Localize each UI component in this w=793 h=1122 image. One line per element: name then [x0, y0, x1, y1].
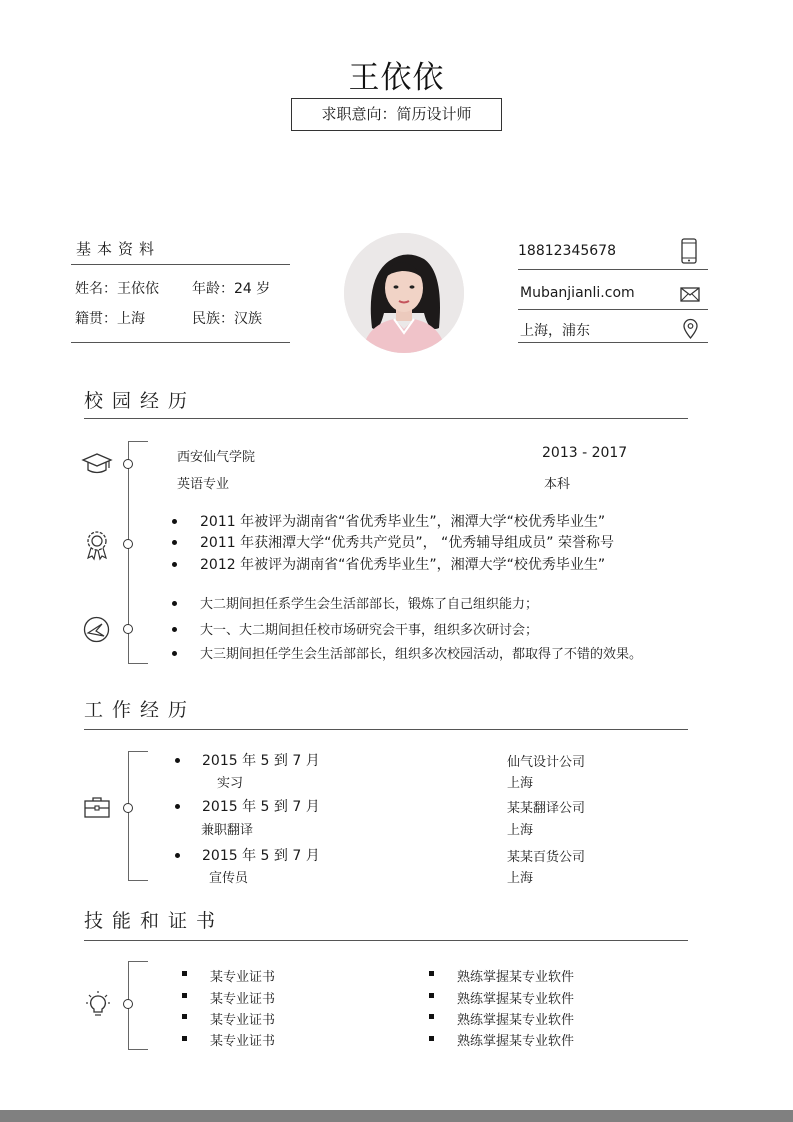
job-role: 宣传员	[209, 871, 249, 886]
square-bullet	[429, 993, 434, 998]
job-role: 实习	[217, 776, 244, 791]
activity-item: 大一、大二期间担任校市场研究会干事，组织多次研讨会；	[200, 623, 539, 638]
work-section-title: 工作经历	[84, 699, 197, 721]
bullet	[172, 627, 177, 632]
job-objective: 求职意向：简历设计师	[291, 98, 502, 131]
square-bullet	[182, 993, 187, 998]
resume-name: 王依依	[348, 60, 445, 96]
compass-icon	[83, 616, 110, 647]
degree: 本科	[544, 477, 571, 492]
major: 英语专业	[177, 477, 230, 492]
section-divider	[84, 940, 688, 941]
basic-info-title: 基本资料	[76, 240, 161, 258]
phone-icon	[681, 238, 697, 268]
section-divider	[84, 729, 688, 730]
timeline-tick	[128, 663, 148, 664]
honor-item: 2011 年获湘潭大学“优秀共产党员”， “优秀辅导组成员” 荣誉称号	[200, 535, 614, 551]
section-divider	[84, 418, 688, 419]
job-period: 2015 年 5 到 7 月	[202, 848, 320, 864]
timeline-node	[123, 539, 133, 549]
job-company: 仙气设计公司	[507, 755, 586, 770]
school-years: 2013 - 2017	[542, 445, 628, 461]
square-bullet	[182, 1036, 187, 1041]
timeline-tick	[128, 880, 148, 881]
job-company: 某某百货公司	[507, 850, 586, 865]
job-city: 上海	[507, 823, 534, 838]
bullet	[172, 601, 177, 606]
bullet	[175, 758, 180, 763]
timeline-tick	[128, 1049, 148, 1050]
square-bullet	[182, 1014, 187, 1019]
activity-item: 大二期间担任系学生会生活部部长，锻炼了自己组织能力；	[200, 597, 539, 612]
award-medal-icon	[85, 530, 109, 564]
bullet	[175, 804, 180, 809]
divider	[518, 269, 708, 270]
avatar	[344, 233, 464, 353]
honor-item: 2011 年被评为湖南省“省优秀毕业生”，湘潭大学“校优秀毕业生”	[200, 514, 606, 530]
location-text: 上海，浦东	[520, 323, 590, 339]
phone-number: 18812345678	[518, 243, 616, 259]
mail-icon	[680, 287, 700, 306]
divider	[518, 342, 708, 343]
location-pin-icon	[683, 319, 698, 343]
software-item: 熟练掌握某专业软件	[457, 1034, 575, 1049]
ethnicity-field: 民族：汉族	[192, 311, 262, 327]
timeline-tick	[128, 751, 148, 752]
skills-section-title: 技能和证书	[84, 910, 225, 932]
timeline-line	[128, 751, 129, 881]
bullet	[172, 562, 177, 567]
timeline-tick	[128, 961, 148, 962]
cert-item: 某专业证书	[210, 1034, 276, 1049]
square-bullet	[182, 971, 187, 976]
timeline-node	[123, 803, 133, 813]
timeline-node	[123, 459, 133, 469]
bullet	[172, 519, 177, 524]
job-city: 上海	[507, 776, 534, 791]
bullet	[175, 853, 180, 858]
job-city: 上海	[507, 871, 534, 886]
divider	[518, 309, 708, 310]
hometown-field: 籍贯：上海	[75, 311, 145, 327]
campus-section-title: 校园经历	[84, 390, 197, 412]
footer-bar	[0, 1110, 793, 1122]
timeline-tick	[128, 441, 148, 442]
age-field: 年龄：24 岁	[192, 281, 271, 297]
cert-item: 某专业证书	[210, 1013, 276, 1028]
honor-item: 2012 年被评为湖南省“省优秀毕业生”，湘潭大学“校优秀毕业生”	[200, 557, 606, 573]
software-item: 熟练掌握某专业软件	[457, 992, 575, 1007]
timeline-node	[123, 624, 133, 634]
divider	[71, 342, 290, 343]
bullet	[172, 540, 177, 545]
graduation-cap-icon	[82, 452, 112, 480]
job-role: 兼职翻译	[201, 823, 254, 838]
name-field: 姓名：王依依	[75, 281, 159, 297]
briefcase-icon	[84, 796, 110, 822]
square-bullet	[429, 971, 434, 976]
school-name: 西安仙气学院	[177, 450, 256, 465]
square-bullet	[429, 1036, 434, 1041]
bullet	[172, 651, 177, 656]
job-period: 2015 年 5 到 7 月	[202, 799, 320, 815]
square-bullet	[429, 1014, 434, 1019]
software-item: 熟练掌握某专业软件	[457, 970, 575, 985]
job-period: 2015 年 5 到 7 月	[202, 753, 320, 769]
timeline-node	[123, 999, 133, 1009]
cert-item: 某专业证书	[210, 970, 276, 985]
job-company: 某某翻译公司	[507, 801, 586, 816]
divider	[71, 264, 290, 265]
email-address: Mubanjianli.com	[520, 285, 635, 301]
lightbulb-icon	[86, 990, 110, 1024]
activity-item: 大三期间担任学生会生活部部长，组织多次校园活动，都取得了不错的效果。	[200, 647, 643, 662]
software-item: 熟练掌握某专业软件	[457, 1013, 575, 1028]
cert-item: 某专业证书	[210, 992, 276, 1007]
